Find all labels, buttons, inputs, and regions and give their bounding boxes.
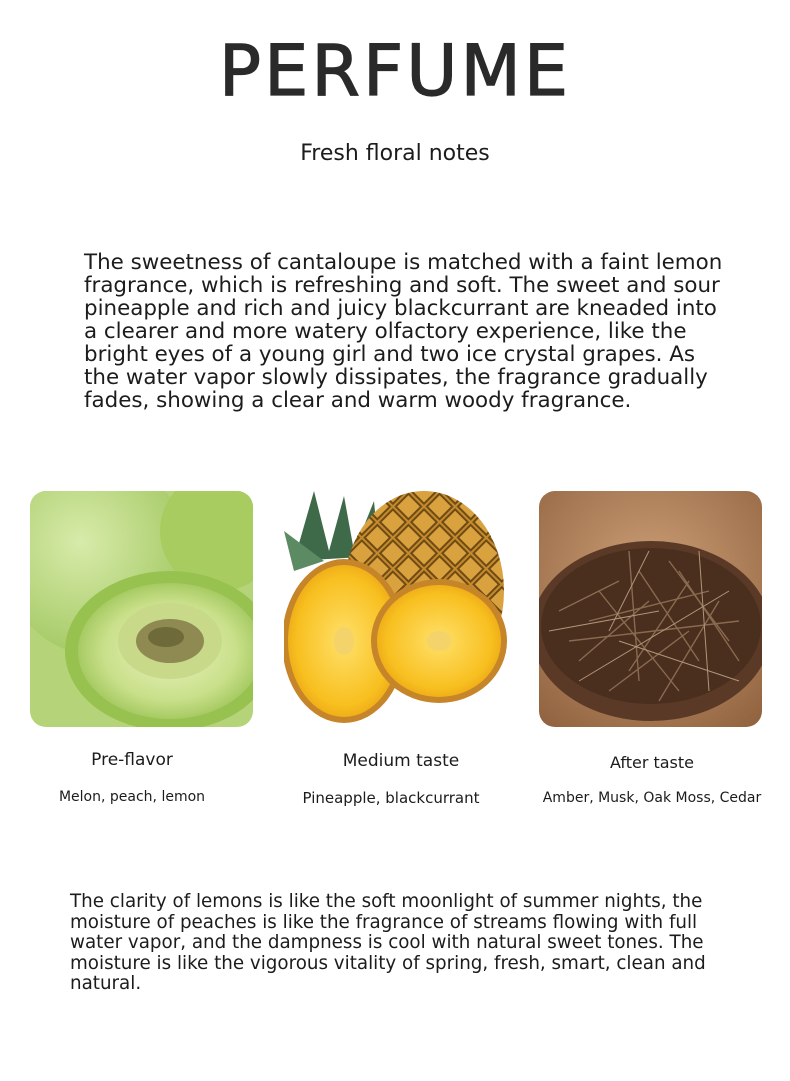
note-label-medium-taste: Medium taste (342, 751, 460, 771)
outro-paragraph: The clarity of lemons is like the soft moonlight of summer nights, the moisture of peaches is like the fragrance of streams flowing with full water vapor, and the dampness is cool with natural sweet tones. The moisture is like the vigorous vitality of spring, fresh, smart, clean and natural. (70, 891, 706, 994)
note-ingredients-medium-taste: Pineapple, blackcurrant (302, 789, 480, 807)
note-label-after-taste: After taste (609, 753, 695, 772)
pineapple-image (284, 491, 507, 727)
melon-image (30, 491, 253, 727)
dried-herbs-image (539, 491, 762, 727)
note-label-pre-flavor: Pre-flavor (91, 750, 173, 770)
page-subtitle: Fresh floral notes (300, 141, 490, 166)
note-ingredients-after-taste: Amber, Musk, Oak Moss, Cedar (542, 790, 762, 806)
page-title: PERFUME (218, 30, 572, 112)
note-ingredients-pre-flavor: Melon, peach, lemon (58, 789, 206, 805)
intro-paragraph: The sweetness of cantaloupe is matched with a faint lemon fragrance, which is refreshing and soft. The sweet and sour pineapple and rich and juicy blackcurrant are kneaded into a clearer and more watery olfactory experience, like the bright eyes of a young girl and two ice crystal grapes. As the water vapor slowly dissipates, the fragrance gradually fades, showing a clear and warm woody fragrance. (84, 250, 723, 413)
